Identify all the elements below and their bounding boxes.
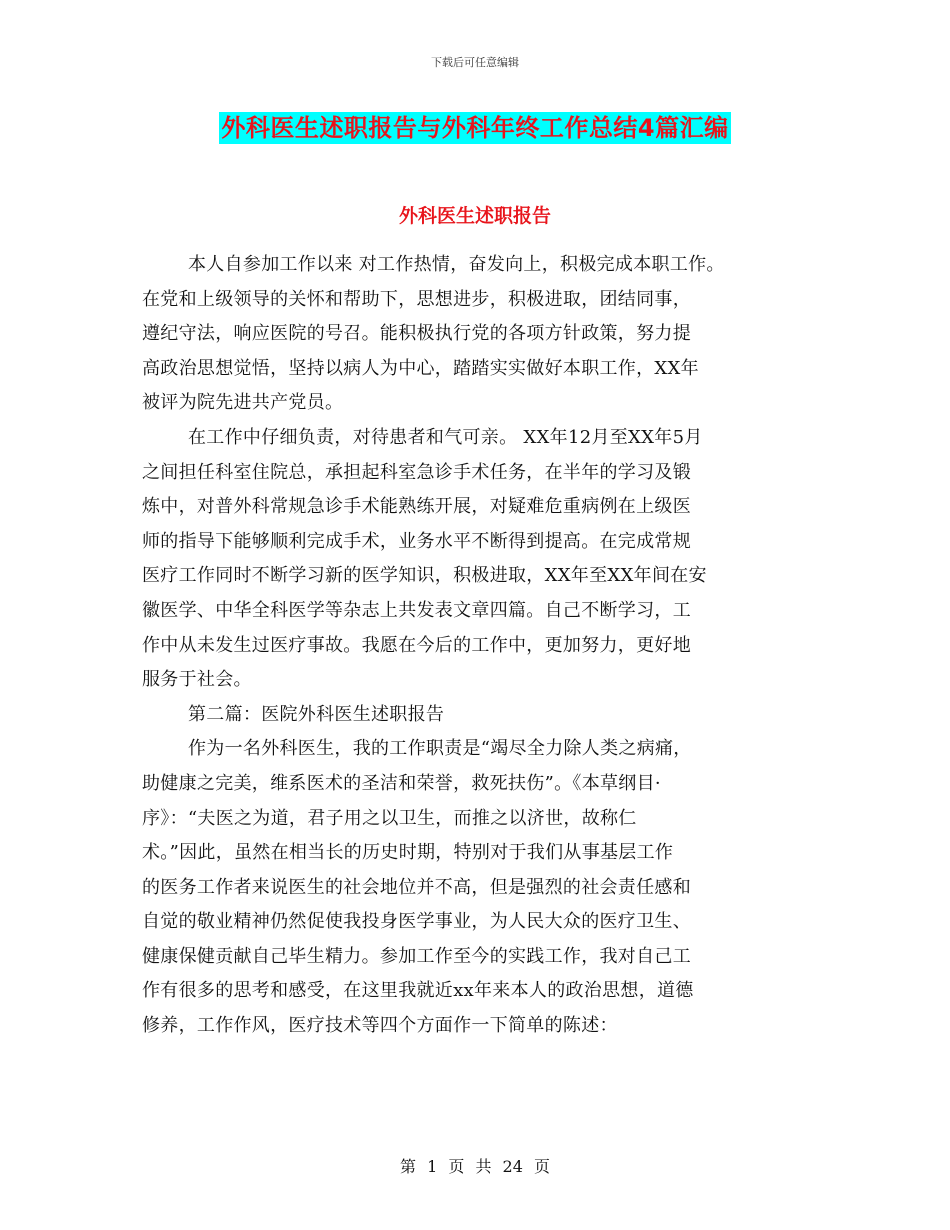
- document-title-wrap: [0, 112, 950, 144]
- body-line: 助健康之完美，维系医术的圣洁和荣誉，救死扶伤”。《本草纲目·: [142, 772, 661, 794]
- body-line: 高政治思想觉悟，坚持以病人为中心，踏踏实实做好本职工作，XX年: [142, 357, 699, 379]
- body-line: 本人自参加工作以来 对工作热情，奋发向上，积极完成本职工作。: [188, 254, 725, 275]
- body-line: 作有很多的思考和感受，在这里我就近xx年来本人的政治思想，道德: [142, 980, 694, 1002]
- header-note: 下载后可任意编辑: [431, 56, 519, 69]
- document-title: 外科医生述职报告与外科年终工作总结4篇汇编: [221, 114, 729, 142]
- body-line: 的医务工作者来说医生的社会地位并不高，但是强烈的社会责任感和: [142, 876, 691, 898]
- body-line: 被评为院先进共产党员。: [142, 392, 344, 414]
- body-line: 服务于社会。: [142, 669, 252, 691]
- body-line: 徽医学、中华全科医学等杂志上共发表文章四篇。自己不断学习，工: [142, 599, 691, 621]
- body-line: 健康保健贡献自己毕生精力。参加工作至今的实践工作，我对自己工: [142, 945, 691, 967]
- body-line: 序》：“夫医之为道，君子用之以卫生，而推之以济世，故称仁: [142, 807, 637, 829]
- body-line: 在党和上级领导的关怀和帮助下，思想进步，积极进取，团结同事，: [142, 288, 691, 310]
- body-line: 修养，工作作风，医疗技术等四个方面作一下简单的陈述：: [142, 1015, 618, 1037]
- body-line: 之间担任科室住院总，承担起科室急诊手术任务，在半年的学习及锻: [142, 461, 691, 483]
- body-line: 作中从未发生过医疗事故。我愿在今后的工作中，更加努力，更好地: [142, 634, 691, 656]
- page-footer: 第 1 页 共 24 页: [400, 1157, 550, 1176]
- body-line: 炼中，对普外科常规急诊手术能熟练开展，对疑难危重病例在上级医: [142, 496, 691, 518]
- body-line: 在工作中仔细负责，对待患者和气可亲。 XX年12月至XX年5月: [188, 426, 703, 448]
- body-line: 作为一名外科医生，我的工作职责是“竭尽全力除人类之病痛，: [188, 738, 692, 760]
- body-line: 师的指导下能够顺利完成手术，业务水平不断得到提高。在完成常规: [142, 530, 691, 552]
- body-line: 医疗工作同时不断学习新的医学知识，积极进取，XX年至XX年间在安: [142, 565, 707, 587]
- subsection-heading: 第二篇：医院外科医生述职报告: [188, 703, 445, 725]
- body-line: 自觉的敬业精神仍然促使我投身医学事业，为人民大众的医疗卫生、: [142, 911, 691, 933]
- document-body: [142, 248, 822, 1044]
- body-line: 术。”因此，虽然在相当长的历史时期，特别对于我们从事基层工作: [142, 842, 674, 864]
- section-title: 外科医生述职报告: [398, 205, 551, 227]
- body-line: 遵纪守法，响应医院的号召。能积极执行党的各项方针政策，努力提: [142, 323, 691, 345]
